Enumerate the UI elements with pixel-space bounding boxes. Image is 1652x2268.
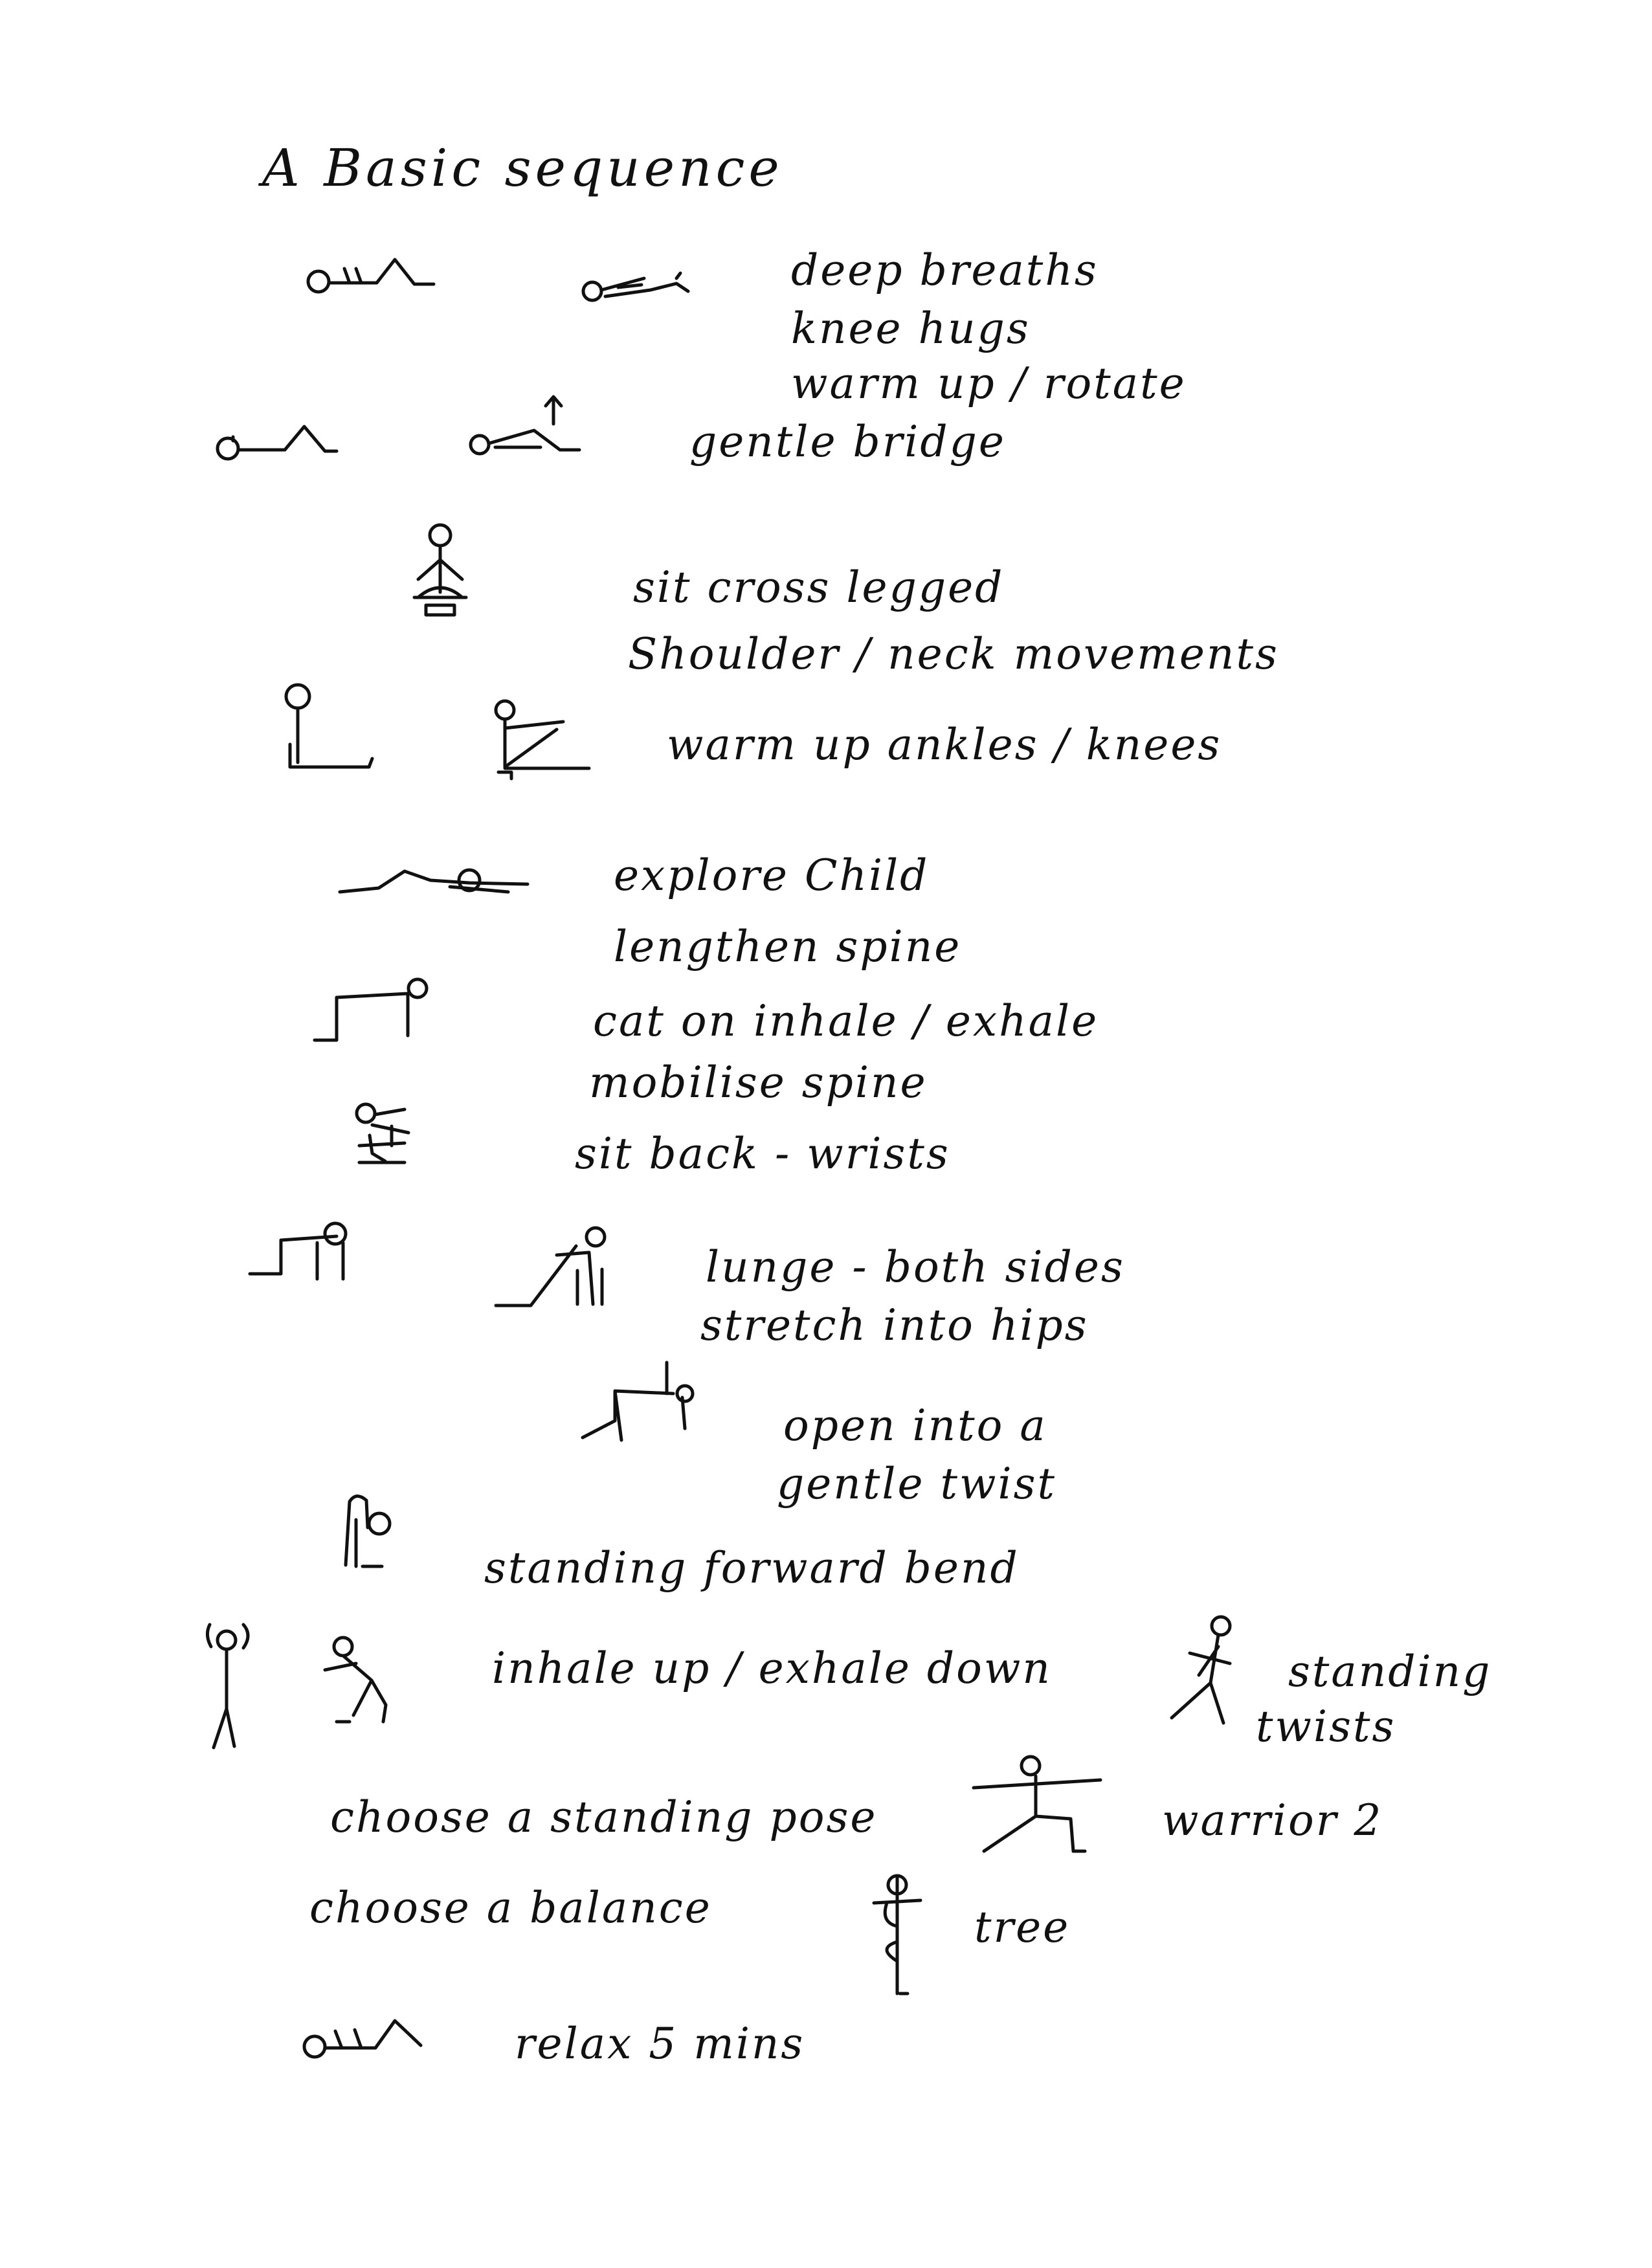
standing-arms-up-figure bbox=[194, 1612, 265, 1754]
cross-legged-figure bbox=[395, 521, 486, 631]
step-lengthen-spine: lengthen spine bbox=[614, 922, 962, 972]
cat-pose-figure bbox=[311, 974, 440, 1045]
step-open-into-a: open into a bbox=[783, 1401, 1047, 1451]
step-stretch-hips: stretch into hips bbox=[700, 1300, 1089, 1350]
step-warrior-2: warrior 2 bbox=[1162, 1796, 1383, 1845]
relax-lying-figure bbox=[298, 2013, 447, 2071]
table-pose-figure bbox=[246, 1217, 363, 1288]
warrior-2-figure bbox=[971, 1754, 1113, 1858]
lying-bridge-prep-figure bbox=[214, 417, 363, 476]
step-relax: relax 5 mins bbox=[515, 2019, 805, 2069]
seated-knee-bend-figure bbox=[486, 696, 602, 780]
page-title: A Basic sequence bbox=[262, 138, 783, 198]
squat-figure bbox=[317, 1631, 414, 1728]
step-knee-hugs: knee hugs bbox=[791, 304, 1031, 353]
step-cat-inhale-exhale: cat on inhale / exhale bbox=[593, 996, 1099, 1046]
knee-hug-figure bbox=[579, 259, 709, 311]
twist-figure bbox=[576, 1356, 706, 1447]
step-sit-cross-legged: sit cross legged bbox=[633, 562, 1005, 612]
step-shoulder-neck: Shoulder / neck movements bbox=[628, 629, 1279, 679]
step-sit-back-wrists: sit back - wrists bbox=[575, 1129, 950, 1179]
step-ankles-knees: warm up ankles / knees bbox=[667, 720, 1222, 770]
lunge-figure bbox=[492, 1227, 621, 1311]
step-mobilise-spine: mobilise spine bbox=[589, 1058, 928, 1107]
step-warm-up-rotate: warm up / rotate bbox=[791, 359, 1187, 408]
step-deep-breaths: deep breaths bbox=[791, 245, 1099, 295]
step-standing-forward-bend: standing forward bend bbox=[484, 1543, 1020, 1593]
bridge-figure bbox=[463, 385, 612, 469]
step-choose-balance: choose a balance bbox=[309, 1883, 712, 1933]
step-gentle-bridge: gentle bridge bbox=[689, 417, 1006, 467]
step-tree: tree bbox=[974, 1902, 1071, 1952]
step-inhale-exhale: inhale up / exhale down bbox=[492, 1643, 1052, 1693]
forward-bend-figure bbox=[337, 1489, 408, 1573]
standing-twist-figure bbox=[1159, 1612, 1243, 1735]
seated-legs-out-figure bbox=[278, 680, 382, 777]
tree-pose-figure bbox=[861, 1871, 932, 2000]
sit-back-figure bbox=[346, 1100, 418, 1172]
step-twists: twists bbox=[1256, 1702, 1396, 1751]
step-choose-standing-pose: choose a standing pose bbox=[330, 1792, 878, 1842]
step-gentle-twist: gentle twist bbox=[777, 1459, 1056, 1509]
step-standing: standing bbox=[1288, 1647, 1492, 1696]
child-pose-figure bbox=[333, 861, 528, 906]
step-lunge-both-sides: lunge - both sides bbox=[706, 1242, 1125, 1292]
step-explore-child: explore Child bbox=[614, 850, 930, 900]
lying-knees-bent-figure bbox=[304, 256, 447, 314]
